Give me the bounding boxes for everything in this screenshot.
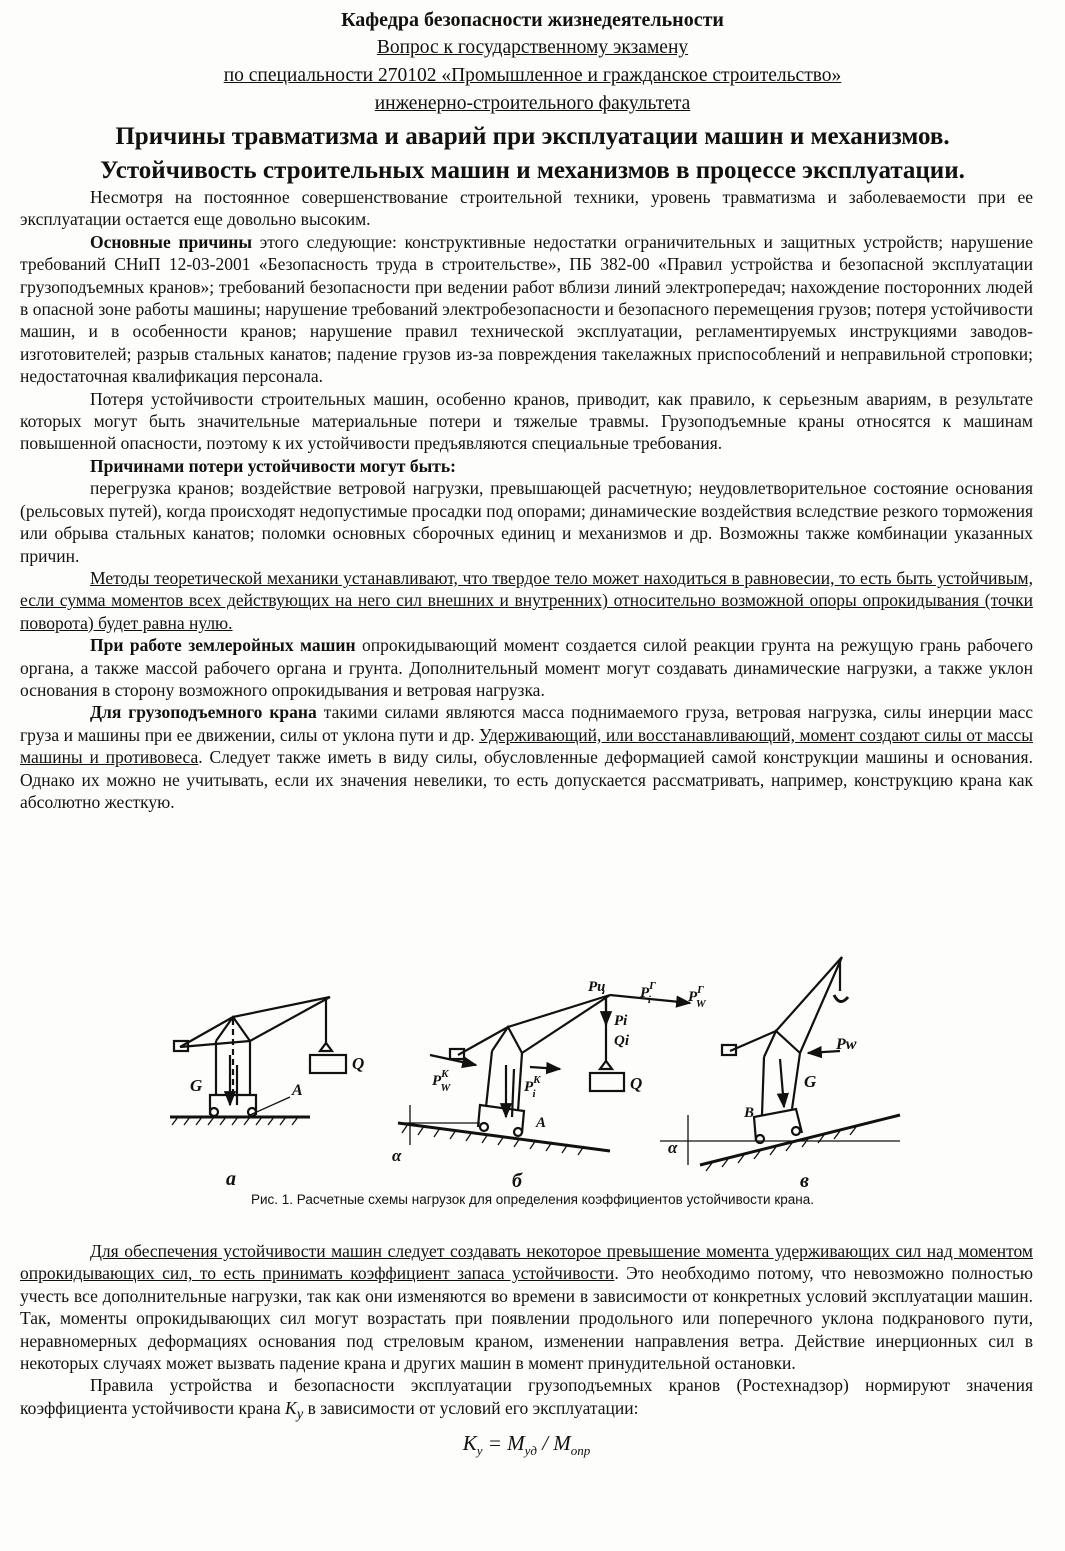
label-Pc: Pц	[588, 979, 606, 995]
label-Q-b: Q	[630, 1074, 643, 1093]
label-scheme-a: а	[226, 1168, 236, 1190]
formula-K-sub: y	[476, 1442, 483, 1458]
body-text-top	[20, 186, 1033, 813]
paragraph-causes-list: перегрузка кранов; воздействие ветровой нагрузки, превышающей расчетную; неудовлетворительное состояние основания (рельсовых путей), когда происходят недопустимые просадки под опорами; динамические воздействия вследствие резкого торможения или обрыва стальных канатов; поломки основных сборочных единиц и механизмов и др. Возможны также комбинации указанных причин.	[20, 478, 1033, 566]
paragraph-text: опрокидывающий момент создается силой реакции грунта на режущую грань рабочего органа, а также массой рабочего органа и грунта. Дополнительный момент могут создавать динамические нагрузки, а также уклон основания в сторону возможного опрокидывания и ветровая нагрузка.	[20, 635, 1033, 700]
label-Pwg	[688, 984, 707, 1010]
bold-lead: Для грузоподъемного крана	[90, 702, 317, 723]
paragraph-crane	[20, 701, 1033, 813]
title-line-2: Устойчивость строительных машин и механизмов в процессе эксплуатации.	[100, 157, 965, 184]
paragraph-safety-factor	[20, 1240, 1033, 1374]
formula-M-ud-sub: уд	[524, 1442, 537, 1458]
formula-slash-M: / M	[536, 1430, 571, 1455]
paragraph-text: Правила устройства и безопасности эксплуатации грузоподъемных кранов (Ростехнадзор) нормируют значения коэффициента устойчивости крана	[20, 1375, 1033, 1418]
label-Pig-sub: i	[647, 994, 651, 1006]
paragraph-text: этого следующие: конструктивные недостатки ограничительных и защитных устройств; нарушение требований СНиП 12-03-2001 «Безопасность труда в строительстве», ПБ 382-00 «Правил устройства и безопасной эксплуатации грузоподъемных кранов»; требований безопасности при ведении работ вблизи линий электропередач; нахождение посторонних людей в опасной зоне работы машины; нарушение требований электробезопасности и безопасного перемещения грузов; потеря устойчивости машин, и в особенности кранов; нарушение правил технической эксплуатации, регламентируемых инструкциями заводов-изготовителей; разрыв стальных канатов; падение грузов из-за повреждения такелажных приспособлений и неправильной строповки; недостаточная квалификация персонала.	[20, 231, 1033, 387]
label-Pig-sup: Г	[649, 980, 656, 992]
label-Pwg-base: P	[688, 989, 698, 1005]
label-Pik-sub: i	[532, 1088, 536, 1100]
label-alpha-v: α	[668, 1138, 678, 1157]
crane-load-diagrams	[140, 955, 920, 1195]
formula-eq-M: = M	[482, 1430, 525, 1455]
document-title	[0, 120, 1065, 188]
formula-M-opr-sub: опр	[570, 1442, 591, 1458]
symbol-K: K	[285, 1397, 297, 1418]
paragraph-earthmoving	[20, 634, 1033, 701]
paragraph-text: в зависимости от условий его эксплуатации:	[303, 1397, 639, 1418]
paragraph-text: такими силами являются масса поднимаемого груза, ветровая нагрузка, силы инерции масс груза и машины при ее движении, силы от уклона пути и др.	[20, 702, 1033, 745]
body-text-bottom	[20, 1240, 1033, 1462]
label-Pwk-sup: K	[441, 1068, 449, 1080]
bold-lead: При работе землеройных машин	[90, 635, 356, 656]
label-scheme-v: в	[800, 1170, 809, 1192]
formula-K: K	[462, 1430, 477, 1455]
label-Pw-v: Pw	[836, 1036, 857, 1053]
label-Pig-base: P	[640, 985, 650, 1001]
label-G-v: G	[804, 1072, 817, 1091]
document-header	[0, 6, 1065, 118]
paragraph-stability-loss: Потеря устойчивости строительных машин, особенно кранов, приводит, как правило, к серьезным авариям, в результате которых могут быть значительные материальные потери и тяжелые травмы. Грузоподъемные краны относятся к машинам повышенной опасности, поэтому к их устойчивости предъявляются специальные требования.	[20, 388, 1033, 454]
header-line-3: инженерно-строительного факультета	[374, 93, 691, 114]
symbol-Ky	[285, 1397, 304, 1423]
crane-diagram-a	[170, 997, 346, 1125]
label-Pig	[640, 980, 656, 1006]
stability-formula	[20, 1432, 1033, 1463]
label-G: G	[190, 1076, 203, 1095]
label-A-b: A	[536, 1115, 547, 1131]
underlined-text: Для обеспечения устойчивости машин следует создавать некоторое превышение момента удерживающих сил над моментом опрокидывающих сил, то есть принимать коэффициент запаса устойчивости	[20, 1241, 1033, 1284]
label-Pwg-sup: Г	[697, 984, 704, 996]
underlined-text: Удерживающий, или восстанавливающий, момент создают силы от массы машины и противовеса	[20, 724, 1033, 768]
label-Pwk-sub: W	[440, 1082, 451, 1094]
label-Qi: Qi	[614, 1033, 629, 1049]
paragraph-main-causes	[20, 231, 1033, 388]
label-Pi: Pi	[614, 1013, 628, 1029]
department-name: Кафедра безопасности жизнедеятельности	[341, 9, 724, 31]
label-B: В	[744, 1105, 755, 1121]
paragraph-rules	[20, 1374, 1033, 1425]
label-Q: Q	[352, 1054, 365, 1073]
paragraph-text: . Следует также иметь в виду силы, обусловленные деформацией самой конструкции машины и основания. Однако их можно не учитывать, если их значения невелики, то есть допускается рассматривать, например, конструкцию крана как абсолютно жесткую.	[20, 747, 1033, 812]
label-alpha-b: α	[392, 1146, 402, 1165]
label-scheme-b: б	[512, 1170, 522, 1192]
label-Pwg-sub: W	[695, 998, 706, 1010]
symbol-K-sub: y	[296, 1406, 304, 1423]
label-A: A	[292, 1082, 303, 1099]
label-Pw-k	[432, 1068, 452, 1094]
label-Pik-base: P	[524, 1079, 534, 1095]
paragraph-intro: Несмотря на постоянное совершенствование строительной техники, уровень травматизма и заболеваемости при ее эксплуатации остается еще довольно высоким.	[20, 187, 1033, 230]
label-Pik-sup: K	[533, 1074, 541, 1086]
figure-caption: Рис. 1. Расчетные схемы нагрузок для определения коэффициентов устойчивости крана.	[251, 1192, 814, 1207]
label-Pwk-base: P	[432, 1073, 442, 1089]
paragraph-text: . Это необходимо потому, что невозможно полностью учесть все дополнительные нагрузки, так как они изменяются во времени в зависимости от конкретных условий эксплуатации машин. Так, моменты опрокидывающих сил могут возрастать при появлении продольного или поперечного уклона подкранового пути, неравномерных деформациях основания под стреловым краном, изменении направления ветра. Действие инерционных сил в некоторых случаях может вызвать падение крана и других машин в момент принудительной остановки.	[20, 1263, 1033, 1374]
title-line-1: Причины травматизма и аварий при эксплуатации машин и механизмов.	[115, 123, 950, 150]
header-line-2: по специальности 270102 «Промышленное и гражданское строительство»	[223, 65, 842, 86]
header-line-1: Вопрос к государственному экзамену	[376, 37, 689, 58]
label-Pi-k	[524, 1074, 541, 1100]
bold-lead: Основные причины	[90, 231, 253, 252]
paragraph-causes-heading: Причинами потери устойчивости могут быть:	[90, 455, 456, 476]
paragraph-mechanics: Методы теоретической механики устанавливают, что твердое тело может находиться в равновесии, то есть быть устойчивым, если сумма моментов всех действующих на него сил внешних и внутренних) относительно возможной опоры опрокидывания (точки поворота) будет равна нулю.	[20, 567, 1033, 633]
